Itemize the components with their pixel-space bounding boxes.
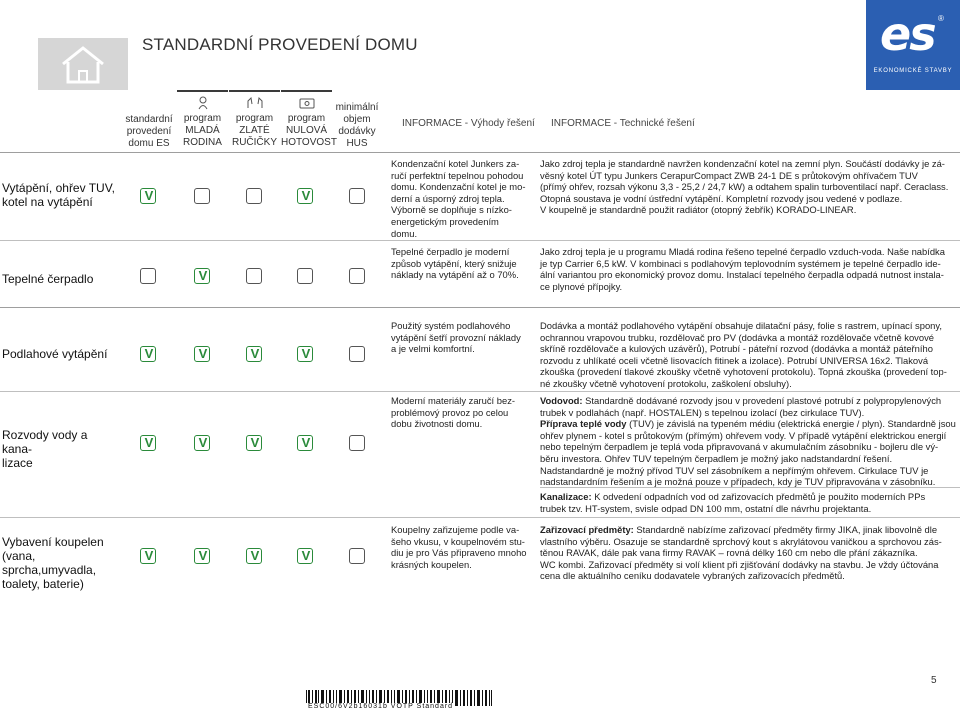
text-line: náklady na vytápění až o 70%. (391, 269, 519, 281)
row-label-line: (vana, sprcha,umyvadla, (2, 549, 97, 577)
text-line: cena dle aktuálního ceníku dodavatele vybraných zařizovacích předmětů. (540, 570, 845, 582)
col-head-line: program (183, 113, 222, 124)
text-line: rozvodu z uhlíkaté oceli včetně lisovacích fitinek a izolace). Potrubí UNIVERSA 16x2. Tlaková (540, 354, 929, 366)
col-head-line: program (287, 113, 326, 124)
checkbox-bath-mlada (194, 548, 210, 564)
text-line: dobu životnosti domu. (391, 418, 483, 430)
header-divider (0, 152, 960, 153)
col-head-line: HOTOVOST (281, 137, 337, 148)
checkbox-heating-zlate (246, 188, 262, 204)
text-line (540, 395, 958, 407)
text-line: Tepelné čerpadlo je moderní (391, 246, 510, 257)
technical-water (540, 395, 958, 488)
checkbox-water-nulova (297, 435, 313, 451)
col-head-line: dodávky (338, 126, 376, 137)
text-line: nebo tepelným čerpadlem je teplá voda připravovaná v akumulačním zásobníku - bojleru dle vý- (540, 441, 939, 453)
checkbox-bath-zlate (246, 548, 262, 564)
checkbox-water-zlate (246, 435, 262, 451)
checkbox-heating-hus (349, 188, 365, 204)
check-mark: V (198, 346, 208, 361)
text-line: vlastního výběru. Osazuje se standardně sprchový kout s akrylátovou vaničkou a sprchovou zás- (540, 535, 942, 547)
text-span: Standardně dodávané rozvody jsou v provedení plastové potrubí z polypropylenových (582, 395, 942, 406)
checkbox-floor-es (140, 346, 156, 362)
text-span: Standardně nabízíme zařizovací předměty firmy JIKA, jinak libovolně dle (633, 524, 938, 535)
checkbox-heatpump-hus (349, 268, 365, 284)
row-label-water (2, 428, 120, 470)
benefit-heatpump (391, 246, 531, 281)
text-line: Koupelny zařizujeme podle va- (391, 524, 520, 535)
page-number: 5 (931, 675, 937, 686)
col-head-hus (332, 102, 382, 154)
col-head-line: HUS (346, 138, 368, 149)
text-line: Použitý systém podlahového (391, 320, 511, 331)
check-mark: V (144, 548, 154, 563)
col-head-line: MLADÁ (185, 125, 220, 136)
check-mark: V (301, 346, 311, 361)
checkbox-heatpump-es (140, 268, 156, 284)
text-line (540, 524, 958, 536)
text-line: ce plynové přípojky. (540, 280, 623, 292)
text-line: domu. Kondenzační kotel je mo- (391, 181, 526, 193)
row-divider (0, 391, 960, 392)
row-label-line: toalety, baterie) (2, 577, 84, 591)
col-head-line: ZLATÉ (239, 125, 270, 136)
check-mark: V (144, 346, 154, 361)
technical-heating (540, 158, 958, 216)
col-head-line: standardní (125, 114, 173, 125)
checkbox-heatpump-mlada (194, 268, 210, 284)
text-line: trubek tzv. HT-system, svisle odpad DN 100 mm, ostatní dle návrhu projektanta. (540, 502, 872, 514)
col-divider-zlate (229, 90, 280, 92)
text-line: trubek v podlahách (např. HOSTALEN) s tepelnou izolací (bez cirkulace TUV). (540, 406, 865, 418)
text-line: Výborně se doplňuje s nízko- (391, 204, 512, 216)
text-line: a je velmi komfortní. (391, 343, 475, 355)
text-line: skříně rozdělovače a kulových uzávěrů), Potrubí - páteřní rozvod (dodávka a montáž páteřního (540, 343, 933, 355)
row-label-bathroom (2, 535, 122, 591)
row-label-line: Podlahové vytápění (2, 347, 108, 361)
home-icon-box (38, 38, 128, 90)
text-span: (TUV) je závislá na typeném médiu (elektrická energie / plyn). Standardně jsou (626, 418, 956, 430)
text-line: vytápění šetří provozní náklady (391, 331, 521, 343)
text-line: krásných koupelen. (391, 558, 472, 570)
logo-tagline: EKONOMICKÉ STAVBY (873, 68, 953, 74)
text-line (540, 418, 958, 430)
text-line: Kondenzační kotel Junkers za- (391, 158, 520, 169)
text-line: Nadstandardně je možný přívod TUV sel zásobníkem a nepřímým ohřevem. Cirkulace TUV je (540, 464, 929, 476)
technical-sewer (540, 491, 958, 514)
check-mark: V (250, 346, 260, 361)
benefit-heating (391, 158, 531, 239)
col-head-es (122, 114, 176, 166)
row-label-line: kotel na vytápění (2, 195, 93, 209)
text-line (540, 491, 958, 503)
page-title: STANDARDNÍ PROVEDENÍ DOMU (142, 35, 418, 54)
check-mark: V (250, 548, 260, 563)
check-mark: V (301, 188, 311, 203)
text-line: nadstandardním řešením a je možná pouze v případech, kdy je TUV připravována v zásobníku. (540, 476, 936, 488)
text-line: ručí perfektní tepelnou pohodou (391, 169, 524, 181)
registered-mark-icon: ® (938, 14, 944, 23)
text-line: derní a úsporný zdroj tepla. (391, 192, 505, 204)
benefit-floorheating (391, 320, 531, 355)
checkbox-heating-es (140, 188, 156, 204)
barcode-text: ESC00/6V2b16031b VOTP Standard (308, 703, 454, 710)
bold-label: Příprava teplé vody (540, 418, 627, 430)
technical-floorheating (540, 320, 958, 390)
technical-heatpump (540, 246, 958, 292)
text-line: ochrannou vrapovou trubku, rozdělovač pro PV (dodávka a montáž rozdělovače včetně kovové (540, 331, 934, 343)
text-line: věsný kotel ÚT typu Junkers CerapurCompact ZWB 24-1 DE s průtokovým ohřívačem TUV (540, 169, 918, 181)
text-line: je typ Carrier 6,5 kW. V kombinaci s podlahovým teplovodním systémem je tepelné čerpadlo ide- (540, 257, 941, 269)
checkbox-water-es (140, 435, 156, 451)
check-mark: V (198, 435, 208, 450)
bold-label: Zařizovací předměty: (540, 524, 634, 535)
es-logo (866, 0, 960, 90)
col-head-zlate (229, 96, 280, 148)
info-benefits-header: INFORMACE - Výhody řešení (402, 118, 535, 129)
check-mark: V (301, 435, 311, 450)
checkbox-heatpump-zlate (246, 268, 262, 284)
info-technical-header: INFORMACE - Technické řešení (551, 118, 695, 129)
col-head-line: provedení (126, 126, 172, 137)
row-label-heating (2, 181, 120, 209)
check-mark: V (144, 435, 154, 450)
text-line: Moderní materiály zaručí bez- (391, 395, 516, 406)
col-head-line: objem (343, 114, 371, 125)
text-line: diu je pro Vás připraveno mnoho (391, 547, 527, 559)
col-head-nulova (281, 96, 337, 148)
text-line: šeho vkusu, v koupelnovém stu- (391, 535, 525, 547)
text-line: zkouška (provedení tlakové zkoušky včetně vyhotovení protokolu). Topná zkouška (provedení top- (540, 366, 947, 378)
text-line: V koupelně je standardně použit radiátor (otopný žebřík) KORADO-LINEAR. (540, 204, 857, 216)
checkbox-floor-mlada (194, 346, 210, 362)
benefit-water (391, 395, 531, 430)
baby-icon (196, 96, 210, 110)
checkbox-water-hus (349, 435, 365, 451)
home-icon (55, 42, 111, 86)
text-line: ohřev plynem - kotel s průtokovým (přímým) ohřevem vody. V případě vytápění elektrickou energií (540, 429, 947, 441)
checkbox-water-mlada (194, 435, 210, 451)
text-line: problémový provoz po celou (391, 406, 509, 418)
col-head-line: RODINA (183, 137, 222, 148)
check-mark: V (198, 548, 208, 563)
technical-bathroom (540, 524, 958, 582)
text-line: Jako zdroj tepla je u programu Mladá rodina řešeno tepelné čerpadlo vzduch-voda. Naše nabídka (540, 246, 945, 257)
check-mark: V (198, 268, 208, 283)
checkbox-floor-nulova (297, 346, 313, 362)
hands-icon (246, 96, 264, 110)
row-label-line: Tepelné čerpadlo (2, 272, 94, 286)
text-line: (přímý ohřev, rozsah výkonu 3,3 - 25,2 / 24,7 kW) a odtahem spalin turboventilací např. Ceraclass. (540, 181, 949, 193)
row-divider (0, 517, 960, 518)
row-label-line: Rozvody vody a kana- (2, 428, 88, 456)
row-label-heatpump (2, 272, 120, 286)
text-line: běru investora. Ohřev TUV tepelným čerpadlem je možný jako nadstandardní řešení. (540, 452, 893, 464)
row-label-line: Vytápění, ohřev TUV, (2, 181, 115, 195)
checkbox-floor-zlate (246, 346, 262, 362)
checkbox-bath-es (140, 548, 156, 564)
text-line: domu. (391, 227, 418, 239)
row-label-floorheating (2, 347, 120, 361)
col-head-line: program (235, 113, 274, 124)
text-line: energetickým provedením (391, 215, 499, 227)
text-line: né zkoušky včetně vyhotovení protokolu, zaškolení obsluhy). (540, 377, 792, 389)
text-line: Otopná soustava je vodní ústřední vytápění. Kompletní rozvody jsou vedené v podlaze. (540, 192, 903, 204)
check-mark: V (301, 548, 311, 563)
row-divider (0, 240, 960, 241)
col-head-line: RUČIČKY (231, 137, 277, 148)
col-head-line: minimální (335, 102, 379, 113)
text-line: Dodávka a montáž podlahového vytápění obsahuje dilatační pásy, folie s rastrem, upínací spony, (540, 320, 942, 331)
row-label-line: Vybavení koupelen (2, 535, 104, 549)
check-mark: V (250, 435, 260, 450)
text-span: K odvedení odpadních vod od zařizovacích předmětů je použito moderních PPs (591, 491, 926, 502)
checkbox-bath-nulova (297, 548, 313, 564)
row-label-line: lizace (2, 456, 33, 470)
subsection-divider (540, 487, 960, 488)
col-head-line: NULOVÁ (285, 125, 328, 136)
checkbox-heatpump-nulova (297, 268, 313, 284)
col-divider-mlada (177, 90, 228, 92)
col-divider-nulova (281, 90, 332, 92)
col-head-line: domu ES (128, 138, 170, 149)
checkbox-bath-hus (349, 548, 365, 564)
check-mark: V (144, 188, 154, 203)
text-line: Jako zdroj tepla je standardně navržen kondenzační kotel na zemní plyn. Součástí dodávky je zá- (540, 158, 945, 169)
text-line: těnou RAVAK, dále pak vana firmy RAVAK – rovná délky 160 cm nebo dle přání zákazníka. (540, 547, 918, 559)
benefit-bathroom (391, 524, 531, 570)
section-divider (0, 307, 960, 308)
col-head-mlada (177, 96, 228, 148)
checkbox-heating-nulova (297, 188, 313, 204)
logo-text: es (880, 7, 935, 61)
text-line: WC kombi. Zařizovací předměty si volí klient při zjišťování dodávky na stavbu. Je vždy účtována (540, 558, 939, 570)
bold-label: Kanalizace: (540, 491, 592, 502)
text-line: ální variantou pro ekonomický provoz domu. Instalací tepelného čerpadla odpadá nutnost instala- (540, 269, 944, 281)
wallet-icon (299, 96, 315, 110)
checkbox-floor-hus (349, 346, 365, 362)
text-line: způsob vytápění, který snižuje (391, 257, 517, 269)
checkbox-heating-mlada (194, 188, 210, 204)
bold-label: Vodovod: (540, 395, 583, 406)
